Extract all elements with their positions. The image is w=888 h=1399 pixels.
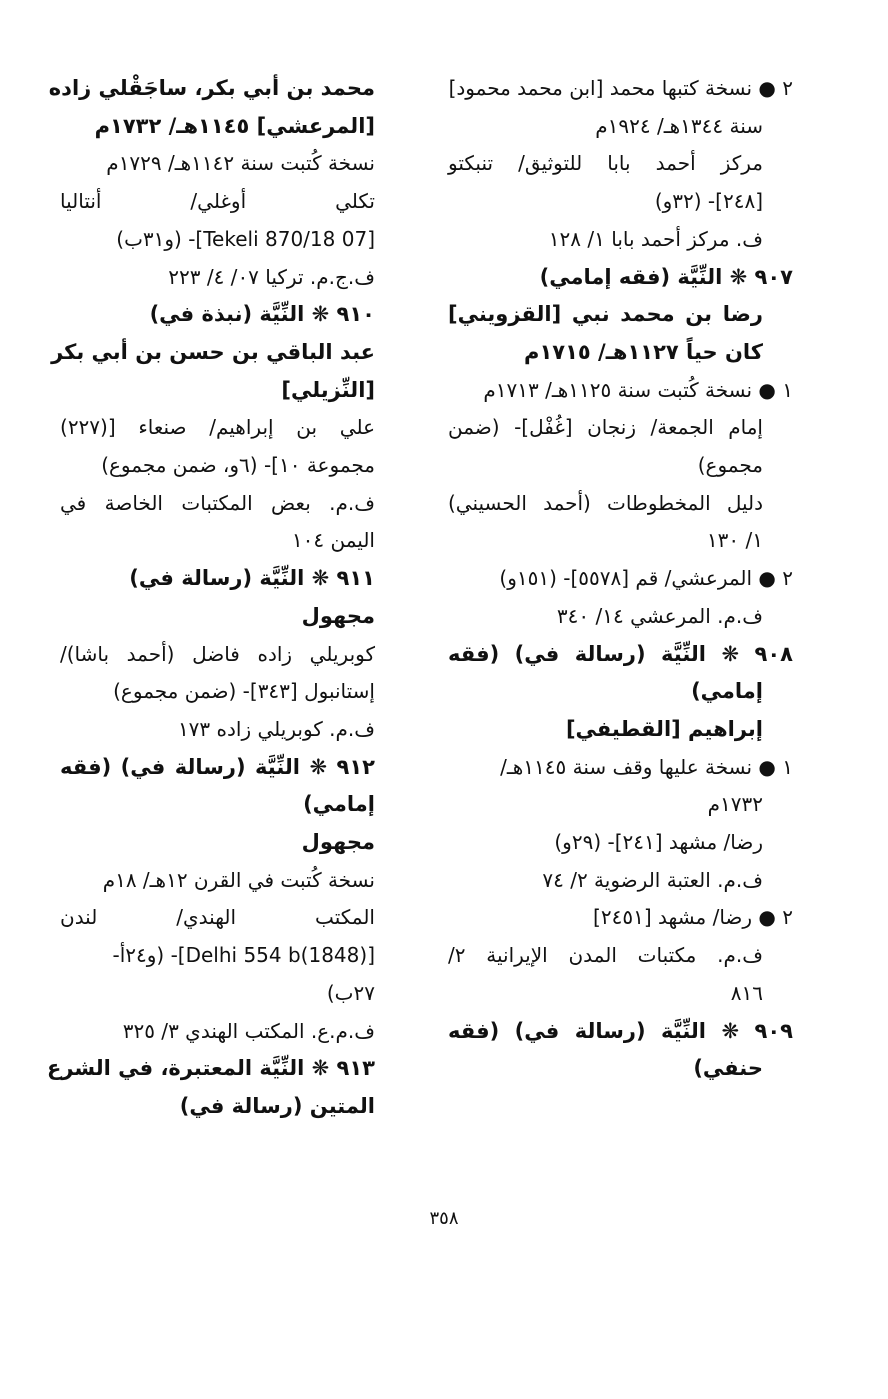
entry-text-line: تكلي أوغلي/ أنتاليا	[60, 189, 375, 214]
left-column	[46, 70, 375, 1126]
entry-text-line: [07 Tekeli 870/18]- (و٣١ب)	[116, 226, 375, 251]
entry-heading-line: ٩٠٩ ❋ النِّيَّة (رسالة في) (فقه	[448, 1018, 793, 1043]
entry-heading-line: حنفي)	[693, 1056, 763, 1081]
entry-heading-line: إمامي)	[691, 679, 763, 704]
entry-heading-line: المتين (رسالة في)	[179, 1093, 375, 1118]
entry-heading-line: ٩١٢ ❋ النِّيَّة (رسالة في) (فقه	[60, 754, 375, 779]
entry-text-line: مركز أحمد بابا للتوثيق/ تنبكتو	[448, 151, 763, 176]
entry-text-line: نسخة كُتبت سنة ١١٤٢هـ/ ١٧٢٩م	[106, 151, 375, 176]
entry-text-line: ف.م. كوبريلي زاده ١٧٣	[177, 716, 375, 741]
entry-text-line: ٢ ● رضا/ مشهد [٢٤٥١]	[593, 905, 793, 930]
entry-text-line: ف.م. مكتبات المدن الإيرانية ٢/	[448, 943, 763, 968]
entry-heading-line: محمد بن أبي بكر، ساجَقْلي زاده	[48, 76, 375, 100]
entry-text-line: إمام الجمعة/ زنجان [غُفْل]- (ضمن	[448, 415, 763, 440]
entry-text-line: رضا/ مشهد [٢٤١]- (٢٩و)	[554, 830, 763, 855]
entry-heading-line: كان حياً ١١٢٧هـ/ ١٧١٥م	[524, 339, 763, 364]
entry-heading-line: ٩١١ ❋ النِّيَّة (رسالة في)	[129, 566, 375, 591]
entry-heading-line: مجهول	[301, 603, 375, 628]
entry-heading-line: عبد الباقي بن حسن بن أبي بكر	[51, 339, 375, 364]
entry-text-line: ١٧٣٢م	[707, 792, 763, 817]
entry-text-line: نسخة كُتبت في القرن ١٢هـ/ ١٨م	[102, 867, 375, 892]
entry-heading-line: رضا بن محمد نبي [القزويني]	[448, 302, 763, 327]
entry-text-line: ف.م.ع. المكتب الهندي ٣/ ٣٢٥	[122, 1018, 375, 1043]
entry-text-line: سنة ١٣٤٤هـ/ ١٩٢٤م	[595, 113, 763, 138]
entry-text-line: ١ ● نسخة كُتبت سنة ١١٢٥هـ/ ١٧١٣م	[483, 377, 793, 402]
entry-text-line: ٢ ● المرعشي/ قم [٥٥٧٨]- (١٥١و)	[499, 566, 793, 591]
entry-heading-line: ٩٠٨ ❋ النِّيَّة (رسالة في) (فقه	[448, 641, 793, 666]
entry-text-line: ١/ ١٣٠	[706, 528, 763, 553]
entry-text-line: ٨١٦	[730, 980, 763, 1005]
entry-text-line: [(1848)Delhi 554 b]- (و٢٤أ-	[112, 943, 375, 968]
page-number: ٣٥٨	[429, 1208, 459, 1229]
entry-text-line: المكتب الهندي/ لندن	[60, 905, 375, 930]
entry-heading-line: ٩١٠ ❋ النِّيَّة (نبذة في)	[149, 302, 375, 327]
entry-text-line: ف. مركز أحمد بابا ١/ ١٢٨	[548, 226, 763, 251]
entry-text-line: اليمن ١٠٤	[291, 528, 375, 553]
entry-text-line: ١ ● نسخة عليها وقف سنة ١١٤٥هـ/	[500, 754, 793, 779]
entry-text-line: ف.م. بعض المكتبات الخاصة في	[60, 490, 375, 515]
entry-text-line: ف.ج.م. تركيا ٠٧/ ٤/ ٢٢٣	[168, 264, 375, 289]
entry-text-line: ف.م. المرعشي ١٤/ ٣٤٠	[556, 603, 763, 628]
entry-heading-line: ٩١٣ ❋ النِّيَّة المعتبرة، في الشرع	[46, 1056, 375, 1081]
entry-heading-line: [المرعشي] ١١٤٥هـ/ ١٧٣٢م	[94, 113, 375, 138]
entry-text-line: إستانبول [٣٤٣]- (ضمن مجموع)	[113, 679, 375, 704]
entry-heading-line: مجهول	[301, 830, 375, 855]
entry-text-line: دليل المخطوطات (أحمد الحسيني)	[448, 490, 763, 515]
entry-text-line: ف.م. العتبة الرضوية ٢/ ٧٤	[542, 867, 763, 892]
entry-text-line: [٢٤٨]- (٣٢و)	[654, 189, 763, 214]
entry-text-line: كوبريلي زاده فاضل (أحمد باشا)/	[60, 641, 375, 666]
right-column	[448, 70, 793, 1088]
entry-heading-line: ٩٠٧ ❋ النِّيَّة (فقه إمامي)	[539, 264, 793, 289]
entry-text-line: ٢ ● نسخة كتبها محمد [ابن محمد محمود]	[448, 76, 793, 100]
entry-heading-line: إمامي)	[303, 792, 375, 817]
entry-text-line: مجموع)	[697, 453, 763, 478]
entry-text-line: مجموعة ١٠]- (٦و، ضمن مجموع)	[101, 453, 375, 478]
entry-text-line: ٢٧ب)	[326, 980, 375, 1005]
entry-text-line: علي بن إبراهيم/ صنعاء [(٢٢٧)	[60, 415, 375, 440]
entry-heading-line: [النِّزيلي]	[281, 377, 375, 402]
entry-heading-line: إبراهيم [القطيفي]	[565, 716, 763, 741]
